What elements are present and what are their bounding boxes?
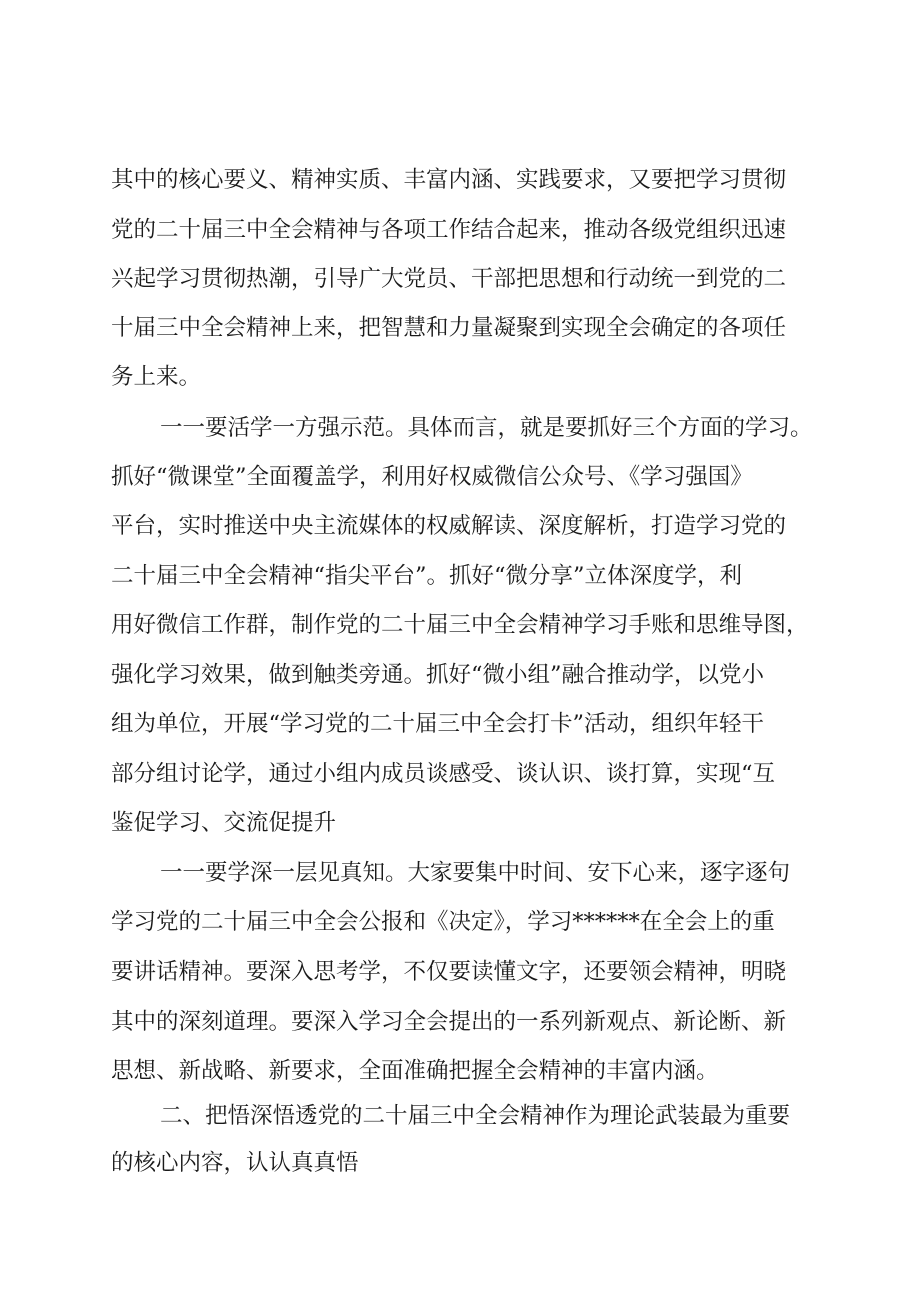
paragraph-line: 组为单位，开展“学习党的二十届三中全会打卡”活动，组织年轻干 bbox=[111, 711, 765, 737]
paragraph-line: 务上来。 bbox=[111, 364, 202, 390]
paragraph-line: 二十届三中全会精神“指尖平台”。抓好“微分享”立体深度学，利 bbox=[111, 563, 743, 589]
section-heading-line: 二、把悟深悟透党的二十届三中全会精神作为理论武装最为重要 bbox=[160, 1103, 791, 1129]
paragraph-line: 十届三中全会精神上来，把智慧和力量凝聚到实现全会确定的各项任 bbox=[111, 315, 787, 341]
paragraph-line: 要讲话精神。要深入思考学，不仅要读懂文字，还要领会精神，明晓 bbox=[111, 959, 787, 985]
paragraph-line: 学习党的二十届三中全会公报和《决定》，学习******在全会上的重 bbox=[111, 909, 775, 935]
paragraph-line: 平台，实时推送中央主流媒体的权威解读、深度解析，打造学习党的 bbox=[111, 513, 787, 539]
paragraph-line: 兴起学习贯彻热潮，引导广大党员、干部把思想和行动统一到党的二 bbox=[111, 266, 787, 292]
paragraph-line: 一一要活学一方强示范。具体而言，就是要抓好三个方面的学习。 bbox=[160, 415, 813, 441]
paragraph-line: 一一要学深一层见真知。大家要集中时间、安下心来，逐字逐句 bbox=[160, 860, 791, 886]
paragraph-line: 鉴促学习、交流促提升 bbox=[111, 810, 337, 836]
paragraph-line: 其中的核心要义、精神实质、丰富内涵、实践要求，又要把学习贯彻 bbox=[111, 167, 787, 193]
paragraph-line: 党的二十届三中全会精神与各项工作结合起来，推动各级党组织迅速 bbox=[111, 217, 787, 243]
paragraph-line: 用好微信工作群，制作党的二十届三中全会精神学习手账和思维导图， bbox=[111, 612, 809, 638]
paragraph-line: 强化学习效果，做到触类旁通。抓好“微小组”融合推动学，以党小 bbox=[111, 662, 765, 688]
section-heading-line: 的核心内容，认认真真悟 bbox=[111, 1150, 359, 1176]
paragraph-line: 其中的深刻道理。要深入学习全会提出的一系列新观点、新论断、新 bbox=[111, 1009, 787, 1035]
paragraph-line: 抓好“微课堂”全面覆盖学，利用好权威微信公众号、《学习强国》 bbox=[111, 464, 753, 490]
paragraph-line: 思想、新战略、新要求，全面准确把握全会精神的丰富内涵。 bbox=[111, 1058, 719, 1084]
paragraph-line: 部分组讨论学，通过小组内成员谈感受、谈认识、谈打算，实现“互 bbox=[111, 761, 776, 787]
